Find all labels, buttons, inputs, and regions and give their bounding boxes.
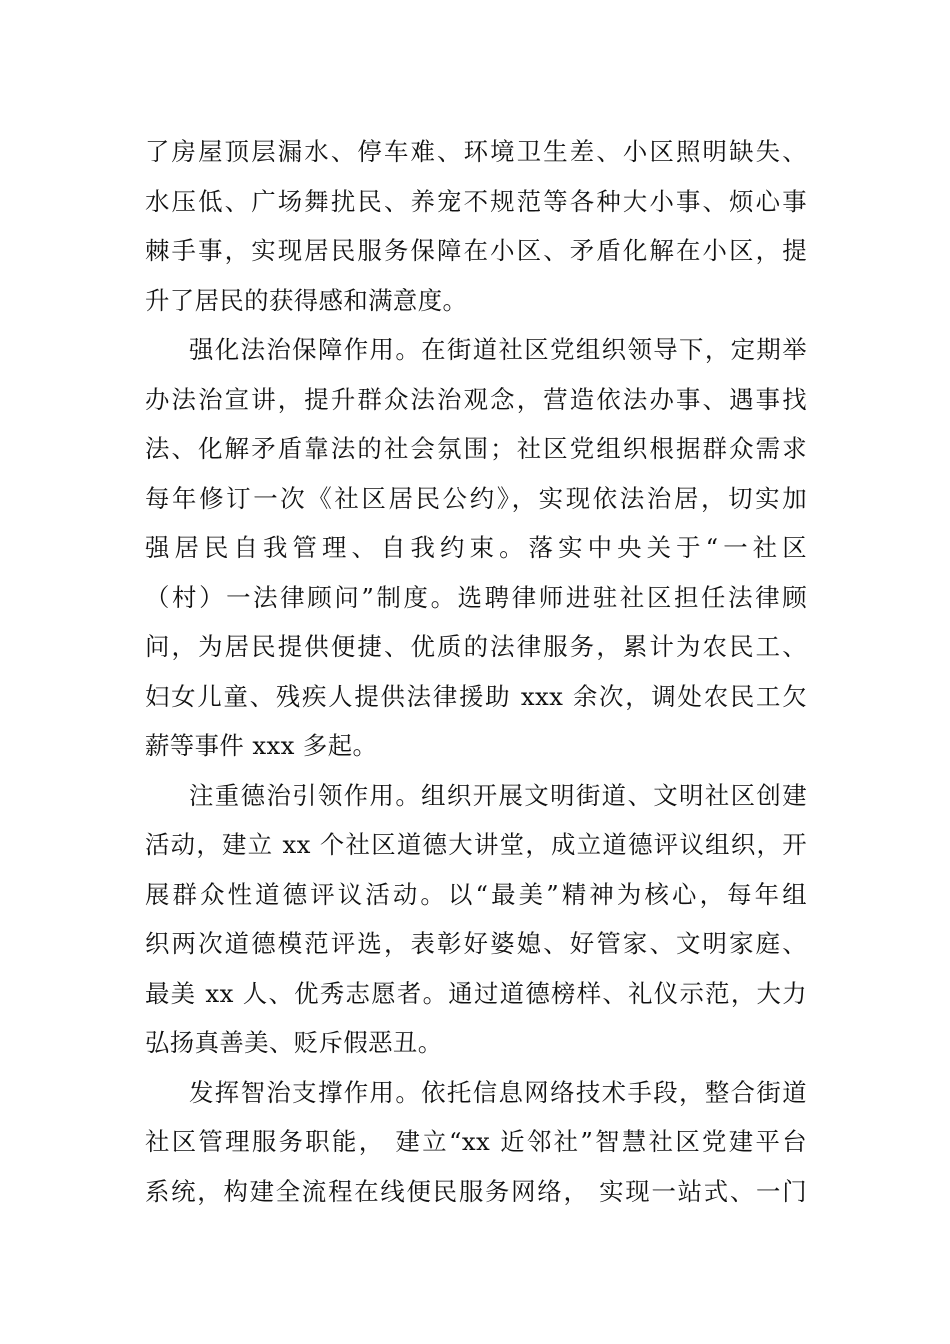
- text-line: 织两次道德模范评选，表彰好婆媳、好管家、文明家庭、: [145, 929, 807, 958]
- text-line: 升了居民的获得感和满意度。: [145, 285, 468, 315]
- text-line: 妇女儿童、残疾人提供法律援助 xxx 余次，调处农民工欠: [145, 681, 807, 711]
- text-line: 系统，构建全流程在线便民服务网络， 实现一站式、一门: [145, 1176, 807, 1206]
- text-line: 了房屋顶层漏水、停车难、环境卫生差、小区照明缺失、: [145, 137, 807, 166]
- text-line: 每年修订一次《社区居民公约》，实现依法治居，切实加: [145, 483, 807, 513]
- text-line: 办法治宣讲，提升群众法治观念，营造依法办事、遇事找: [145, 384, 807, 414]
- text-line: 水压低、广场舞扰民、养宠不规范等各种大小事、烦心事: [145, 186, 807, 216]
- paragraph-heading-line: 发挥智治支撑作用。依托信息网络技术手段，整合街道: [189, 1077, 807, 1107]
- text-line: 薪等事件 xxx 多起。: [145, 731, 378, 760]
- text-line: 最美 xx 人、优秀志愿者。通过道德榜样、礼仪示范，大力: [145, 978, 807, 1008]
- text-line: 展群众性道德评议活动。以“最美”精神为核心，每年组: [145, 879, 807, 909]
- text-line: 社区管理服务职能， 建立“xx 近邻社”智慧社区党建平台: [145, 1127, 807, 1156]
- text-line: 强居民自我管理、自我约束。落实中央关于“一社区: [145, 533, 807, 562]
- text-line: 棘手事，实现居民服务保障在小区、矛盾化解在小区，提: [145, 236, 807, 265]
- paragraph-heading-line: 注重德治引领作用。组织开展文明街道、文明社区创建: [189, 780, 807, 810]
- body-text: [145, 127, 807, 1216]
- text-line: 弘扬真善美、贬斥假恶丑。: [145, 1028, 443, 1057]
- text-line: 活动，建立 xx 个社区道德大讲堂，成立道德评议组织，开: [145, 830, 807, 859]
- text-line: 法、化解矛盾靠法的社会氛围；社区党组织根据群众需求: [145, 434, 807, 463]
- text-line: 问，为居民提供便捷、优质的法律服务，累计为农民工、: [145, 632, 807, 661]
- paragraph-heading-line: 强化法治保障作用。在街道社区党组织领导下，定期举: [189, 335, 807, 364]
- text-line: （村）一法律顾问”制度。选聘律师进驻社区担任法律顾: [145, 582, 807, 612]
